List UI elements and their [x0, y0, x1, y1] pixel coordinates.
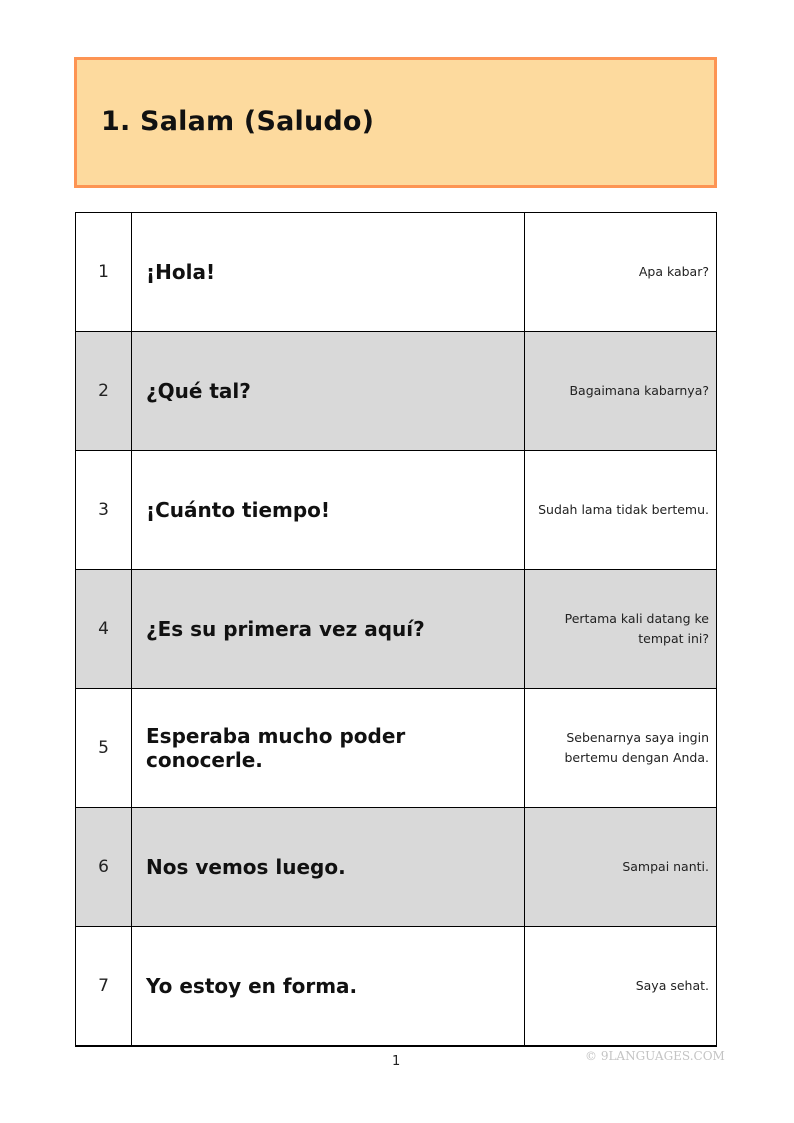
indonesian-translation: Sebenarnya saya ingin bertemu dengan Anda.: [525, 689, 717, 808]
row-number: 7: [76, 927, 132, 1047]
table-row: [76, 213, 717, 332]
watermark: © 9LANGUAGES.COM: [585, 1049, 725, 1063]
indonesian-translation: Saya sehat.: [525, 927, 717, 1047]
spanish-phrase: ¡Hola!: [132, 213, 525, 332]
table-row: [76, 570, 717, 689]
row-number: 5: [76, 689, 132, 808]
indonesian-translation: Sampai nanti.: [525, 808, 717, 927]
section-title: 1. Salam (Saludo): [101, 106, 375, 137]
spanish-phrase: Nos vemos luego.: [132, 808, 525, 927]
indonesian-translation: Sudah lama tidak bertemu.: [525, 451, 717, 570]
row-number: 1: [76, 213, 132, 332]
spanish-phrase: Esperaba mucho poder conocerle.: [132, 689, 525, 808]
spanish-phrase: ¿Es su primera vez aquí?: [132, 570, 525, 689]
row-number: 6: [76, 808, 132, 927]
indonesian-translation: Apa kabar?: [525, 213, 717, 332]
table-row: [76, 451, 717, 570]
table-row: [76, 689, 717, 808]
spanish-phrase: ¿Qué tal?: [132, 332, 525, 451]
table-row: [76, 808, 717, 927]
table-row: [76, 332, 717, 451]
table-row: [76, 927, 717, 1047]
phrase-table: [75, 212, 717, 1047]
row-number: 2: [76, 332, 132, 451]
row-number: 4: [76, 570, 132, 689]
row-number: 3: [76, 451, 132, 570]
section-header: [74, 57, 717, 188]
spanish-phrase: ¡Cuánto tiempo!: [132, 451, 525, 570]
spanish-phrase: Yo estoy en forma.: [132, 927, 525, 1047]
page-number: 1: [392, 1054, 401, 1069]
indonesian-translation: Pertama kali datang ke tempat ini?: [525, 570, 717, 689]
indonesian-translation: Bagaimana kabarnya?: [525, 332, 717, 451]
